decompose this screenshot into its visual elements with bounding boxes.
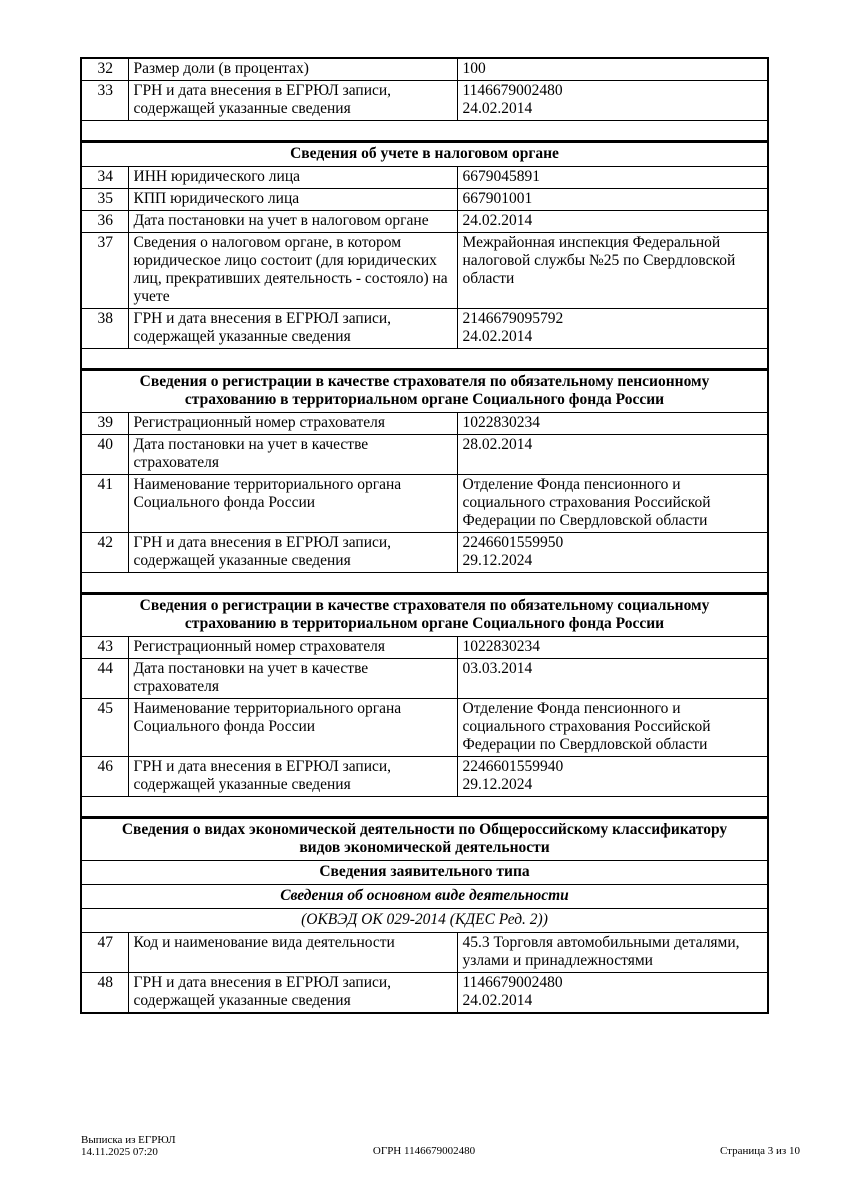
table-row-47: [81, 933, 768, 973]
spacer-cell: [81, 797, 768, 818]
row-label-cell: Наименование территориального органа Социального фонда России: [128, 699, 457, 757]
row-value-cell: [457, 533, 768, 573]
row-number-cell: 32: [81, 58, 128, 81]
value-line: 2146679095792: [462, 310, 564, 327]
table-row-34: [81, 167, 768, 189]
footer-ogrn: ОГРН 1146679002480: [372, 1145, 476, 1157]
row-value-cell: [457, 757, 768, 797]
table-row-39: [81, 413, 768, 435]
section-row: [81, 142, 768, 167]
row-value-cell: [457, 58, 768, 81]
row-label-cell: ГРН и дата внесения в ЕГРЮЛ записи, содержащей указанные сведения: [128, 757, 457, 797]
header-line: Сведения об учете в налоговом органе: [290, 145, 559, 162]
egrul-table: [80, 57, 769, 1014]
value-line: Межрайонная инспекция Федеральной налоговой службы №25 по Свердловской области: [462, 234, 736, 287]
row-label-cell: ИНН юридического лица: [128, 167, 457, 189]
value-line: 2246601559950: [462, 534, 564, 551]
row-value-cell: [457, 659, 768, 699]
header-line: Сведения об основном виде деятельности: [280, 887, 569, 904]
row-label-cell: ГРН и дата внесения в ЕГРЮЛ записи, содержащей указанные сведения: [128, 309, 457, 349]
row-number-cell: 41: [81, 475, 128, 533]
table-row-46: [81, 757, 768, 797]
header-line: Сведения о регистрации в качестве страхователя по обязательному социальному: [139, 597, 710, 614]
value-line: Отделение Фонда пенсионного и социального страхования Российской Федерации по Свердловской области: [462, 476, 711, 529]
subheader-cell: [81, 861, 768, 885]
row-number-cell: 37: [81, 233, 128, 309]
row-number-cell: 47: [81, 933, 128, 973]
spacer-row: [81, 573, 768, 594]
value-line: 03.03.2014: [462, 660, 533, 677]
table-row-42: [81, 533, 768, 573]
header-line: страхованию в территориальном органе Социального фонда России: [184, 391, 665, 408]
row-number-cell: 36: [81, 211, 128, 233]
section-cell: [81, 142, 768, 167]
row-value-cell: [457, 637, 768, 659]
spacer-cell: [81, 121, 768, 142]
section-cell: [81, 818, 768, 861]
row-value-cell: [457, 233, 768, 309]
value-line: 1022830234: [462, 414, 540, 431]
header-line: Сведения о регистрации в качестве страхователя по обязательному пенсионному: [139, 373, 710, 390]
subheader-row: [81, 909, 768, 933]
row-label-cell: Дата постановки на учет в качестве страхователя: [128, 659, 457, 699]
value-line: 6679045891: [462, 168, 540, 185]
footer-page-number: Страница 3 из 10: [719, 1145, 800, 1157]
row-value-cell: [457, 189, 768, 211]
value-line: 24.02.2014: [462, 100, 533, 117]
table-row-32: [81, 58, 768, 81]
row-number-cell: 34: [81, 167, 128, 189]
row-value-cell: [457, 211, 768, 233]
value-line: 45.3 Торговля автомобильными деталями, узлами и принадлежностями: [462, 934, 740, 969]
value-line: 100: [462, 60, 486, 77]
row-number-cell: 43: [81, 637, 128, 659]
value-line: 1146679002480: [462, 974, 563, 991]
section-row: [81, 594, 768, 637]
row-value-cell: [457, 81, 768, 121]
value-line: 29.12.2024: [462, 776, 533, 793]
row-label-cell: Дата постановки на учет в качестве страхователя: [128, 435, 457, 475]
section-cell: [81, 594, 768, 637]
value-line: 24.02.2014: [462, 992, 533, 1009]
table-row-35: [81, 189, 768, 211]
value-line: 29.12.2024: [462, 552, 533, 569]
row-number-cell: 48: [81, 973, 128, 1014]
row-label-cell: Сведения о налоговом органе, в котором юридическое лицо состоит (для юридических лиц, прекративших деятельность - состояло) на учете: [128, 233, 457, 309]
table-row-40: [81, 435, 768, 475]
row-value-cell: [457, 167, 768, 189]
value-line: Отделение Фонда пенсионного и социального страхования Российской Федерации по Свердловской области: [462, 700, 711, 753]
row-label-cell: ГРН и дата внесения в ЕГРЮЛ записи, содержащей указанные сведения: [128, 533, 457, 573]
spacer-cell: [81, 349, 768, 370]
row-label-cell: Регистрационный номер страхователя: [128, 413, 457, 435]
table-row-36: [81, 211, 768, 233]
header-line: видов экономической деятельности: [299, 839, 550, 856]
row-value-cell: [457, 973, 768, 1014]
subheader-row: [81, 861, 768, 885]
row-number-cell: 35: [81, 189, 128, 211]
row-label-cell: Регистрационный номер страхователя: [128, 637, 457, 659]
footer-doc-title: Выписка из ЕГРЮЛ: [81, 1134, 176, 1146]
row-value-cell: [457, 309, 768, 349]
table-row-44: [81, 659, 768, 699]
row-number-cell: 40: [81, 435, 128, 475]
value-line: 1022830234: [462, 638, 540, 655]
row-value-cell: [457, 475, 768, 533]
row-number-cell: 44: [81, 659, 128, 699]
table-row-48: [81, 973, 768, 1014]
row-label-cell: Дата постановки на учет в налоговом органе: [128, 211, 457, 233]
value-line: 2246601559940: [462, 758, 564, 775]
table-row-41: [81, 475, 768, 533]
header-line: (ОКВЭД ОК 029-2014 (КДЕС Ред. 2)): [301, 911, 548, 928]
row-value-cell: [457, 413, 768, 435]
header-line: страхованию в территориальном органе Социального фонда России: [184, 615, 665, 632]
section-row: [81, 818, 768, 861]
table-row-38: [81, 309, 768, 349]
spacer-cell: [81, 573, 768, 594]
value-line: 24.02.2014: [462, 328, 533, 345]
row-label-cell: КПП юридического лица: [128, 189, 457, 211]
header-line: Сведения заявительного типа: [319, 863, 530, 880]
value-line: 28.02.2014: [462, 436, 533, 453]
footer-timestamp: 14.11.2025 07:20: [81, 1146, 158, 1158]
section-row: [81, 370, 768, 413]
row-label-cell: ГРН и дата внесения в ЕГРЮЛ записи, содержащей указанные сведения: [128, 973, 457, 1014]
row-number-cell: 33: [81, 81, 128, 121]
subheader-cell: [81, 885, 768, 909]
row-label-cell: ГРН и дата внесения в ЕГРЮЛ записи, содержащей указанные сведения: [128, 81, 457, 121]
spacer-row: [81, 797, 768, 818]
subheader-cell: [81, 909, 768, 933]
table-row-33: [81, 81, 768, 121]
spacer-row: [81, 349, 768, 370]
row-number-cell: 39: [81, 413, 128, 435]
value-line: 667901001: [462, 190, 533, 207]
row-label-cell: Код и наименование вида деятельности: [128, 933, 457, 973]
row-value-cell: [457, 435, 768, 475]
row-number-cell: 46: [81, 757, 128, 797]
value-line: 24.02.2014: [462, 212, 533, 229]
spacer-row: [81, 121, 768, 142]
egrul-table-body: [81, 58, 768, 1013]
row-label-cell: Наименование территориального органа Социального фонда России: [128, 475, 457, 533]
row-value-cell: [457, 933, 768, 973]
section-cell: [81, 370, 768, 413]
row-number-cell: 45: [81, 699, 128, 757]
row-number-cell: 38: [81, 309, 128, 349]
table-row-43: [81, 637, 768, 659]
row-label-cell: Размер доли (в процентах): [128, 58, 457, 81]
table-row-37: [81, 233, 768, 309]
header-line: Сведения о видах экономической деятельности по Общероссийскому классификатору: [121, 821, 728, 838]
row-number-cell: 42: [81, 533, 128, 573]
subheader-row: [81, 885, 768, 909]
value-line: 1146679002480: [462, 82, 563, 99]
table-row-45: [81, 699, 768, 757]
row-value-cell: [457, 699, 768, 757]
